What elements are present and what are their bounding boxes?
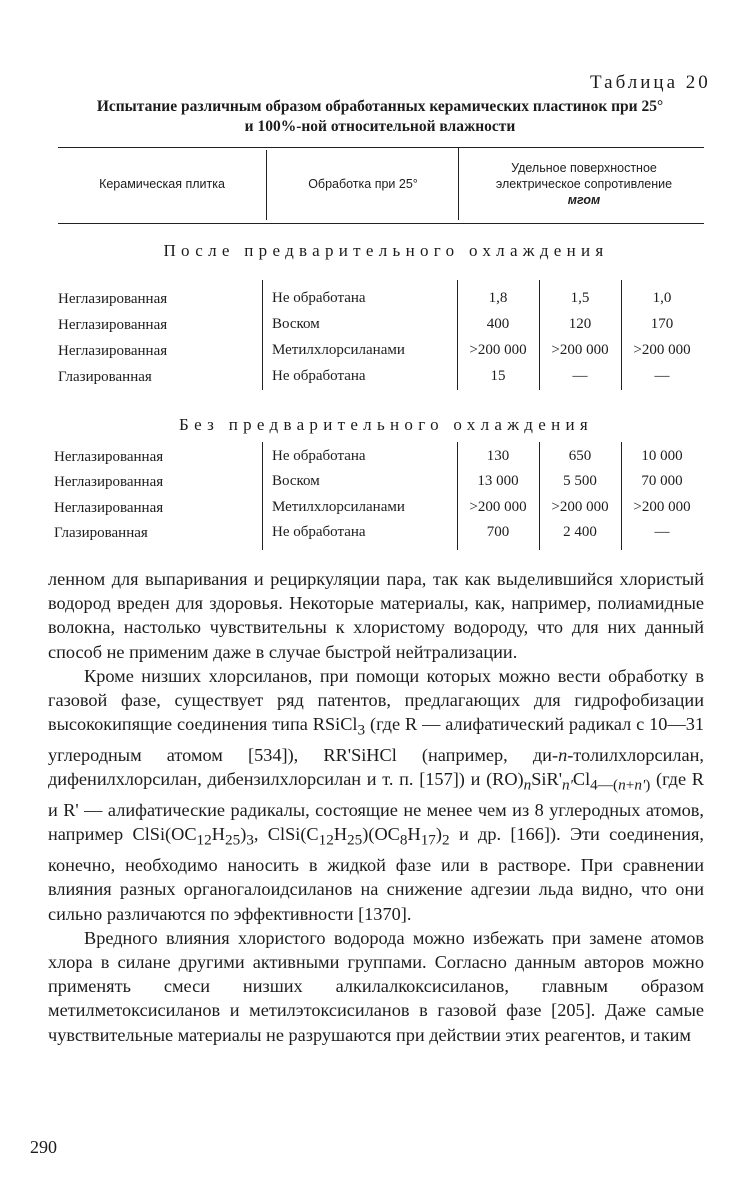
body-text bbox=[48, 567, 704, 1047]
table-cell: 650 bbox=[568, 448, 592, 464]
p2-text: SiR' bbox=[531, 769, 562, 790]
section-title: Без предварительного охлаждения bbox=[179, 415, 593, 434]
paragraph-3: Вредного влияния хлористого водорода можно избежать при замене атомов хлора в силане другими активными группами. Согласно данным авторов можно применять смеси низших алкилалкоксисиланов, главным образом метилметоксисиланов и метилэтоксисиланов в газовой фазе [205]. Даже самые чувствительные материалы не разрушаются при действии этих реагентов, и таким bbox=[48, 927, 704, 1045]
paragraph-1: ленном для выпаривания и рециркуляции пара, так как выделившийся хлористый водород вреден для здоровья. Некоторые материалы, как, например, полиамидные волокна, настолько чувствительны к хлористому водороду, что для них данный способ не применим даже в случае быстрой нейтрализации. bbox=[48, 569, 704, 662]
p2-text: (где R и R' — алифатические радикалы, состоящие не менее чем из 8 углеродных атомов, например ClSi(OC bbox=[48, 769, 704, 845]
table-cell: >200 000 bbox=[633, 499, 691, 515]
table-cell: >200 000 bbox=[551, 499, 609, 515]
table-top-rule bbox=[58, 147, 704, 148]
table-cell: 2 400 bbox=[563, 524, 597, 540]
p2-text: -толилхлорсилан, дифенилхлорсилан, дибензилхлорсилан и т. п. [157]) и (RO) bbox=[48, 745, 704, 790]
header-resistance bbox=[462, 160, 706, 208]
table-cell: Глазированная bbox=[54, 525, 148, 541]
table-cell: — bbox=[572, 368, 588, 384]
table-cell: Не обработана bbox=[272, 290, 366, 306]
table-cell: Неглазированная bbox=[54, 449, 164, 465]
table-cell: 170 bbox=[650, 316, 674, 332]
table-cell: Не обработана bbox=[272, 368, 366, 384]
header-treatment: Обработка при 25° bbox=[308, 177, 418, 191]
header-divider-2 bbox=[458, 147, 459, 220]
table-cell: Неглазированная bbox=[58, 343, 168, 359]
header-resistance-line2: электрическое сопротивление bbox=[495, 177, 673, 191]
table-cell: — bbox=[654, 368, 670, 384]
header-ceramic-tile: Керамическая плитка bbox=[99, 177, 225, 191]
table-cell: 130 bbox=[486, 448, 510, 464]
p2-text: ) bbox=[240, 824, 247, 845]
section1-divider-1 bbox=[262, 280, 263, 390]
table-cell: >200 000 bbox=[551, 342, 609, 358]
section-title: После предварительного охлаждения bbox=[163, 241, 609, 260]
table-cell: Неглазированная bbox=[54, 500, 164, 516]
table-cell: — bbox=[654, 524, 670, 540]
table-label: Таблица 20 bbox=[590, 72, 711, 93]
header-resistance-line1: Удельное поверхностное bbox=[511, 161, 657, 175]
table-cell: Неглазированная bbox=[58, 317, 168, 333]
p2-text: (где R — алифатический радикал с 10—31 углеродным атомом [534]), RR'SiHCl (например, ди- bbox=[48, 714, 705, 766]
table-cell: 1,5 bbox=[570, 290, 590, 306]
table-cell: >200 000 bbox=[469, 342, 527, 358]
section2-divider-1 bbox=[262, 442, 263, 550]
p2-text: , ClSi(C bbox=[253, 824, 319, 845]
table-cell: 1,0 bbox=[652, 290, 672, 306]
table-cell: Воском bbox=[272, 316, 320, 332]
table-cell: 70 000 bbox=[641, 473, 683, 489]
page-number: 290 bbox=[30, 1137, 57, 1157]
table-cell: >200 000 bbox=[469, 499, 527, 515]
table-cell: 10 000 bbox=[641, 448, 683, 464]
table-cell: Метилхлорсиланами bbox=[272, 342, 405, 358]
paragraph-2: Кроме низших хлорсиланов, при помощи которых можно вести обработку в газовой фазе, существует ряд патентов, предлагающих для гидрофобизации высококипящие соединения типа RSiCl$_3$ (где R — алифатический радикал с 10—31 углеродным атомом [534]), RR'SiHCl (например, ди-n-толилхлорсилан, дифенилхлорсилан, дибензилхлорсилан и т. п. [157]) и $(RO)_nSiR'_{n'}Cl_{4—(n+n')}$ (где R и R' — алифатические радикалы, состоящие не менее чем из 8 углеродных атомов, например $ClSi(OC_{12}H_{25})_3$, $ClSi(C_{12}H_{25})(OC_8H_{17})_2$ и др. [166]). Эти соединения, конечно, необходимо наносить в жидкой фазе или в растворе. При сравнении влияния разных органогалоидсиланов на снижение адгезии льда видно, что они сильно различаются по эффективности [1370]. bbox=[48, 665, 705, 924]
table-cell: 5 500 bbox=[563, 473, 597, 489]
p2-text: ) bbox=[435, 824, 443, 845]
table-cell: 15 bbox=[490, 368, 506, 384]
table-cell: 400 bbox=[486, 316, 510, 332]
table-cell: Неглазированная bbox=[58, 291, 168, 307]
p2-text: и др. [166]). Эти соединения, конечно, необходимо наносить в жидкой фазе или в растворе. При сравнении влияния разных органогалоидсиланов на снижение адгезии льда видно, что они сильно различаются по эффективности [1370]. bbox=[48, 824, 705, 924]
table-cell: 13 000 bbox=[477, 473, 519, 489]
table-cell: Глазированная bbox=[58, 369, 152, 385]
table-cell: Не обработана bbox=[272, 524, 366, 540]
table-cell: Воском bbox=[272, 473, 320, 489]
table-title-line2: и 100%-ной относительной влажности bbox=[244, 118, 516, 135]
p2-text: )(OC bbox=[362, 824, 400, 845]
table-cell: 700 bbox=[486, 524, 510, 540]
header-divider-1 bbox=[266, 150, 267, 220]
table-cell: Метилхлорсиланами bbox=[272, 499, 405, 515]
header-bottom-rule bbox=[58, 223, 704, 224]
header-resistance-unit: мгом bbox=[567, 193, 601, 207]
table-cell: 120 bbox=[568, 316, 592, 332]
table-cell: Не обработана bbox=[272, 448, 366, 464]
p2-text: Cl bbox=[572, 769, 591, 790]
table-cell: Неглазированная bbox=[54, 474, 164, 490]
table-title-line1: Испытание различным образом обработанных керамических пластинок при 25° bbox=[96, 98, 664, 115]
table-cell: 1,8 bbox=[488, 290, 508, 306]
table-cell: >200 000 bbox=[633, 342, 691, 358]
p2-text: Кроме низших хлорсиланов, при помощи которых можно вести обработку в газовой фазе, существует ряд патентов, предлагающих для гидрофобизации высококипящие соединения типа RSiCl bbox=[48, 665, 704, 735]
